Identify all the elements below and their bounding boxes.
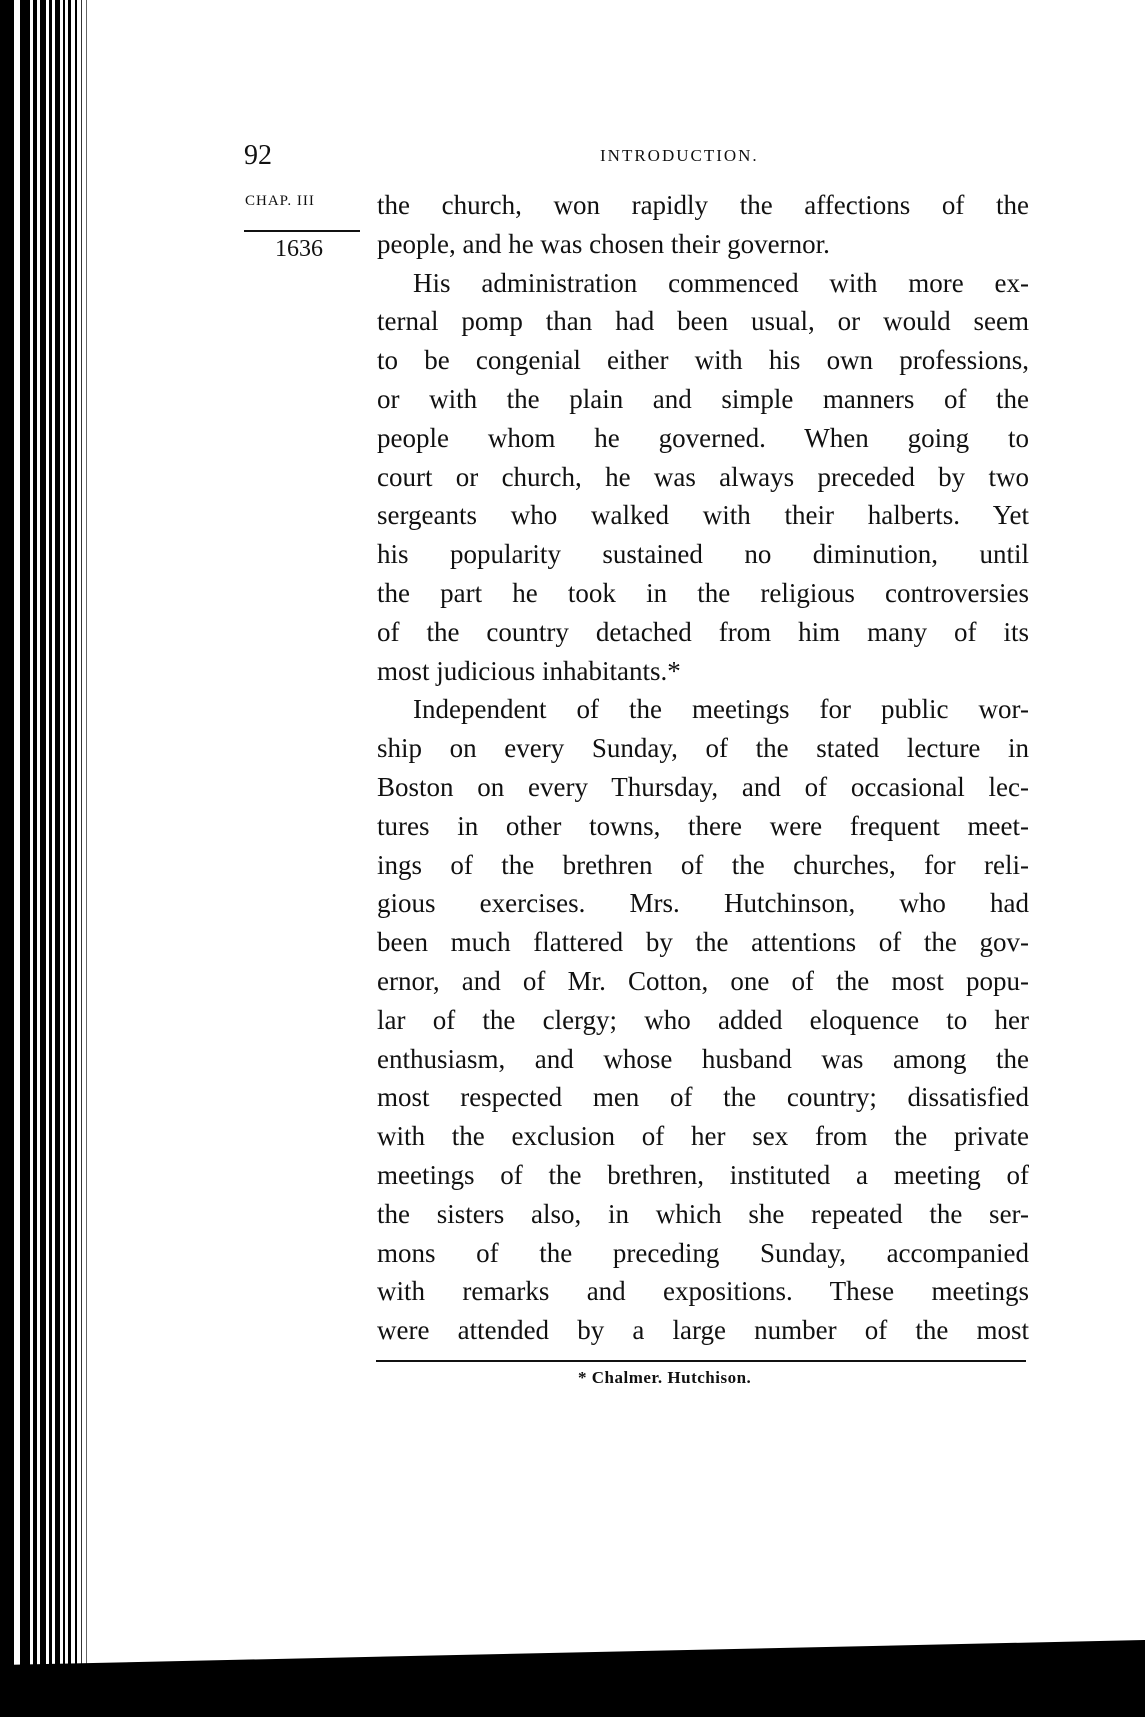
text-line: Independent of the meetings for public wor- [413,694,1029,725]
margin-rule [244,230,360,232]
margin-year: 1636 [275,236,323,262]
text-line: of the country detached from him many of its [377,616,1029,647]
text-line: his popularity sustained no diminution, until [377,539,1029,570]
text-line: been much flattered by the attentions of the gov- [377,927,1029,958]
text-line: mons of the preceding Sunday, accompanied [377,1237,1029,1268]
text-line: meetings of the brethren, instituted a meeting of [377,1159,1029,1190]
margin-chapter: CHAP. III [245,193,315,209]
text-line: the church, won rapidly the affections of the [377,190,1029,220]
text-line: tures in other towns, there were frequent meet- [377,810,1029,841]
running-head: INTRODUCTION. [600,146,759,165]
text-line: the part he took in the religious controversies [377,577,1029,608]
text-line: or with the plain and simple manners of the [377,383,1029,414]
text-line: court or church, he was always preceded by two [377,461,1029,492]
text-line: to be congenial either with his own professions, [377,345,1029,376]
text-line: the sisters also, in which she repeated the ser- [377,1198,1029,1229]
scan-bottom-shadow [0,1600,1145,1717]
text-line: enthusiasm, and whose husband was among the [377,1043,1029,1074]
text-line: Boston on every Thursday, and of occasional lec- [377,771,1029,802]
page-number: 92 [244,140,272,171]
text-line: with remarks and expositions. These meetings [377,1276,1029,1307]
footnote: * Chalmer. Hutchison. [578,1368,752,1387]
body-text [377,186,1029,1350]
text-line: gious exercises. Mrs. Hutchinson, who had [377,888,1029,919]
text-line: ernor, and of Mr. Cotton, one of the most popu- [377,965,1029,996]
text-line: were attended by a large number of the most [377,1315,1029,1346]
book-binding-edge [0,0,95,1717]
text-line: lar of the clergy; who added eloquence to her [377,1004,1029,1035]
text-line: most judicious inhabitants.* [377,655,681,686]
text-line: sergeants who walked with their halberts. Yet [377,500,1029,531]
text-line: ings of the brethren of the churches, for reli- [377,849,1029,880]
text-line: His administration commenced with more ex- [413,267,1029,298]
text-line: people whom he governed. When going to [377,422,1029,453]
text-line: people, and he was chosen their governor. [377,228,830,259]
text-line: ternal pomp than had been usual, or would seem [377,306,1029,337]
text-line: ship on every Sunday, of the stated lecture in [377,733,1029,764]
footnote-rule [376,1360,1026,1362]
text-line: with the exclusion of her sex from the private [377,1121,1029,1152]
text-line: most respected men of the country; dissatisfied [377,1082,1029,1113]
